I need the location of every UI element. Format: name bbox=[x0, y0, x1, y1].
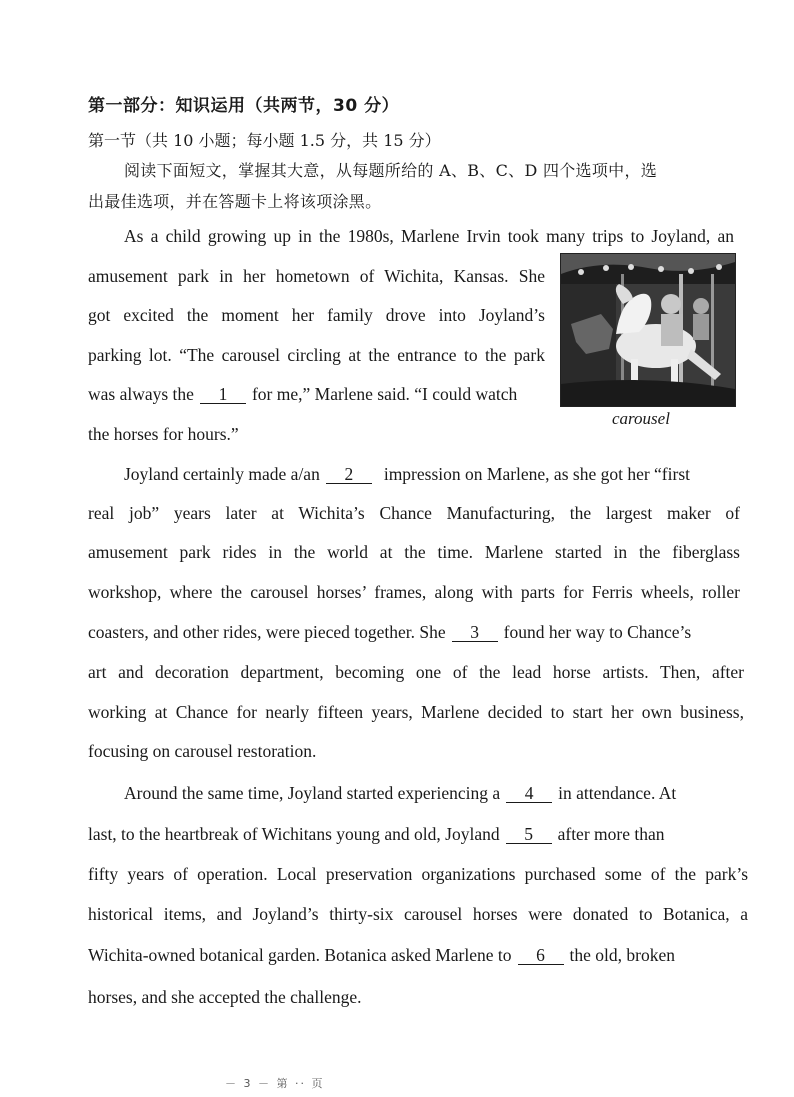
p3-line-4: historical items, and Joyland’s thirty-six carousel horses were donated to Botanica, a bbox=[88, 904, 748, 924]
page-footer: － 3 － 第 ·· 页 bbox=[225, 1077, 325, 1090]
p1-line-1: As a child growing up in the 1980s, Marlene Irvin took many trips to Joyland, an bbox=[124, 226, 734, 246]
p2-line-1-start: Joyland certainly made a/an bbox=[124, 464, 320, 484]
carousel-image bbox=[561, 254, 735, 406]
p3-line-2 bbox=[88, 824, 664, 844]
p2-line-7: working at Chance for nearly fifteen years, Marlene decided to start her own business, bbox=[88, 702, 744, 722]
p2-line-1 bbox=[124, 464, 690, 484]
p3-line-5-start: Wichita-owned botanical garden. Botanica asked Marlene to bbox=[88, 945, 512, 965]
blank-4: 4 bbox=[506, 784, 552, 803]
p2-line-5-end: found her way to Chance’s bbox=[503, 622, 692, 642]
p2-line-3: amusement park rides in the world at the time. Marlene started in the fiberglass bbox=[88, 542, 740, 562]
p1-line-6: the horses for hours.” bbox=[88, 424, 239, 444]
p3-line-2-start: last, to the heartbreak of Wichitans young and old, Joyland bbox=[88, 824, 500, 844]
p1-line-5-start: was always the bbox=[88, 384, 194, 404]
p1-line-5-end: for me,” Marlene said. “I could watch bbox=[251, 384, 518, 404]
p3-line-5 bbox=[88, 945, 675, 965]
blank-1: 1 bbox=[200, 385, 246, 404]
blank-2: 2 bbox=[326, 465, 372, 484]
p3-line-3: fifty years of operation. Local preservation organizations purchased some of the park’s bbox=[88, 864, 748, 884]
p2-line-8: focusing on carousel restoration. bbox=[88, 741, 317, 761]
p3-line-2-end: after more than bbox=[557, 824, 665, 844]
p2-line-5 bbox=[88, 622, 691, 642]
section-title: 第一节（共 10 小题；每小题 1.5 分，共 15 分） bbox=[88, 131, 441, 150]
carousel-photo bbox=[560, 253, 736, 407]
instruction-line-1: 阅读下面短文，掌握其大意，从每题所给的 A、B、C、D 四个选项中，选 bbox=[124, 161, 658, 180]
p2-line-6: art and decoration department, becoming one of the lead horse artists. Then, after bbox=[88, 662, 744, 682]
p1-line-4: parking lot. “The carousel circling at the entrance to the park bbox=[88, 345, 545, 365]
p3-line-6: horses, and she accepted the challenge. bbox=[88, 987, 362, 1007]
p1-line-2: amusement park in her hometown of Wichita, Kansas. She bbox=[88, 266, 545, 286]
p3-line-1-start: Around the same time, Joyland started experiencing a bbox=[124, 783, 501, 803]
p3-line-1-end: in attendance. At bbox=[558, 783, 677, 803]
part-title: 第一部分：知识运用（共两节，30 分） bbox=[88, 96, 400, 116]
p1-line-5 bbox=[88, 384, 517, 404]
blank-3: 3 bbox=[452, 623, 498, 642]
p2-line-2: real job” years later at Wichita’s Chance Manufacturing, the largest maker of bbox=[88, 503, 740, 523]
figure-caption: carousel bbox=[612, 409, 670, 428]
p2-line-4: workshop, where the carousel horses’ frames, along with parts for Ferris wheels, roller bbox=[88, 582, 740, 602]
p3-line-5-end: the old, broken bbox=[569, 945, 675, 965]
blank-6: 6 bbox=[518, 946, 564, 965]
blank-5: 5 bbox=[506, 825, 552, 844]
p3-line-1 bbox=[124, 783, 676, 803]
p2-line-1-end: impression on Marlene, as she got her “first bbox=[383, 464, 691, 484]
p1-line-3: got excited the moment her family drove into Joyland’s bbox=[88, 305, 545, 325]
instruction-line-2: 出最佳选项，并在答题卡上将该项涂黑。 bbox=[88, 192, 382, 211]
p2-line-5-start: coasters, and other rides, were pieced together. She bbox=[88, 622, 446, 642]
